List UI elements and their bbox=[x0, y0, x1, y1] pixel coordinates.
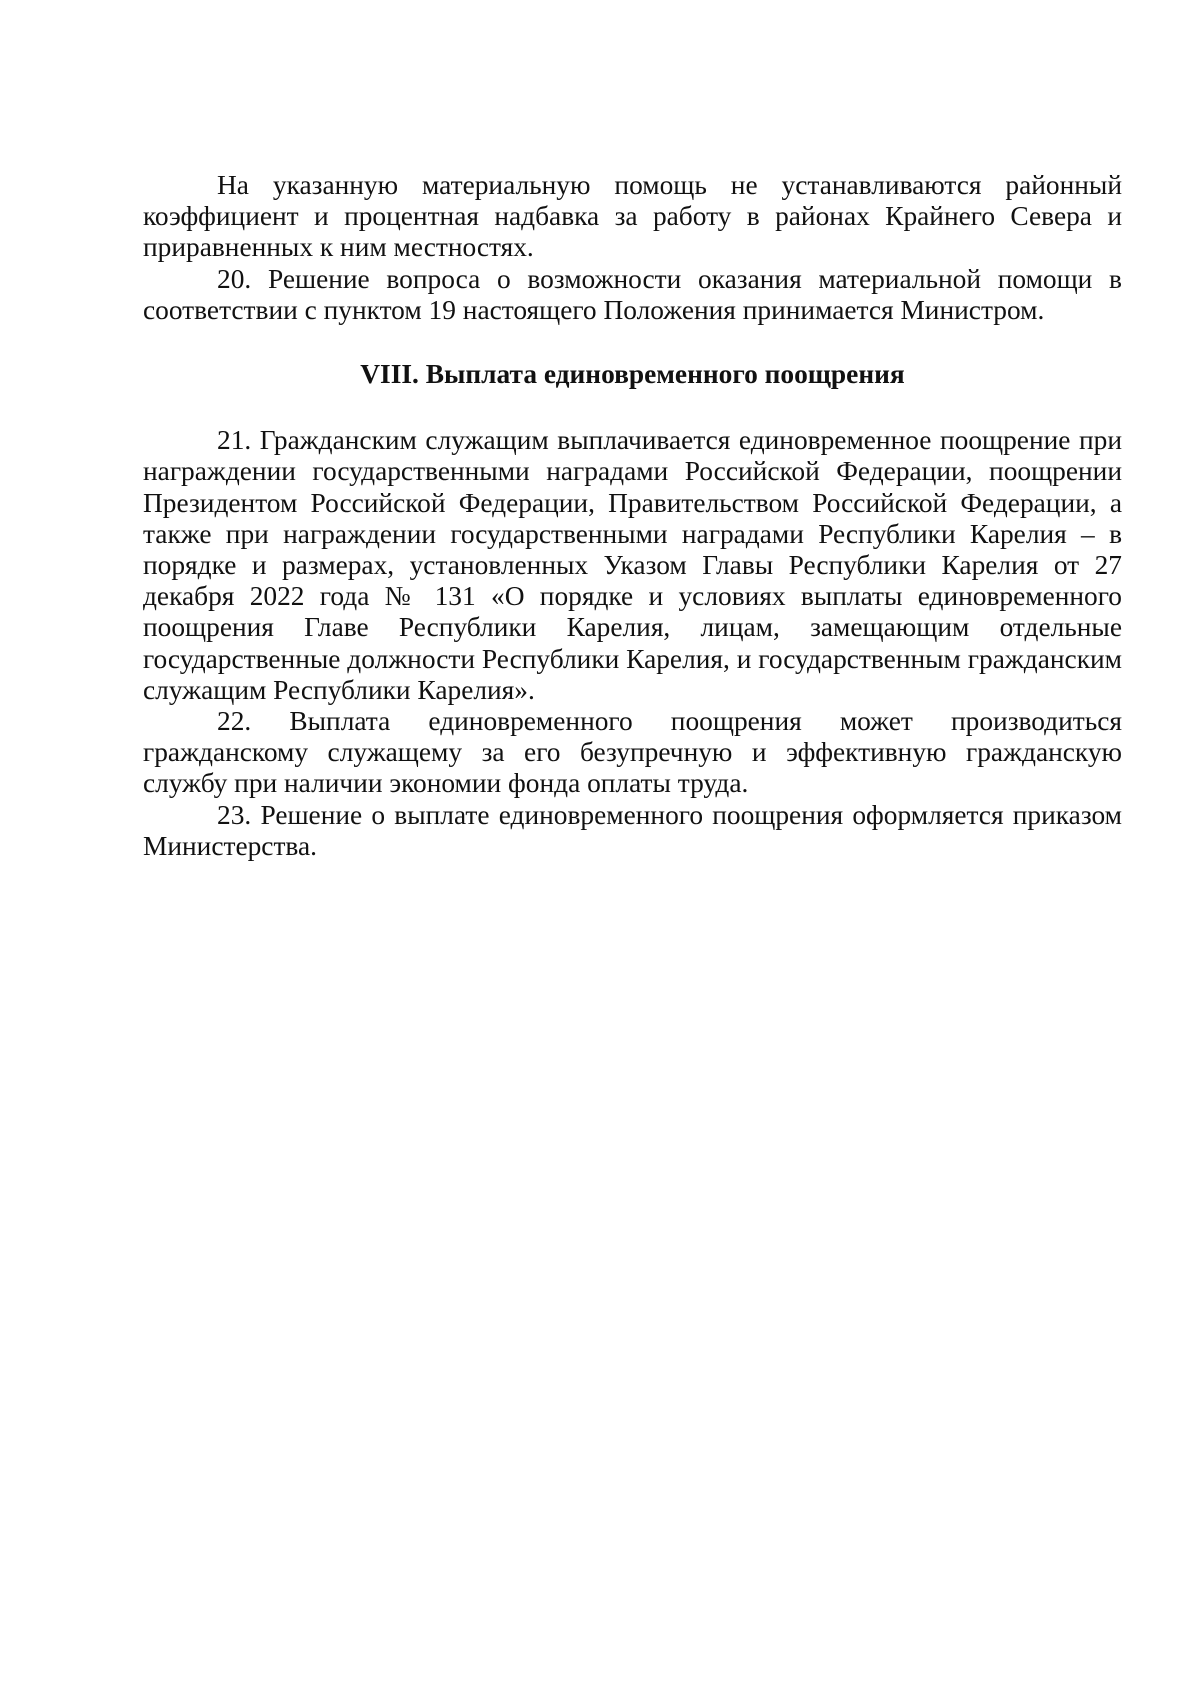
document-page bbox=[143, 170, 1122, 862]
paragraph-21: 21. Гражданским служащим выплачивается единовременное поощрение при награждении государственными наградами Российской Федерации, поощрении Президентом Российской Федерации, Правительством Российской Федерации, а также при награждении государственными наградами Республики Карелия – в порядке и размерах, установленных Указом Главы Республики Карелия от 27 декабря 2022 года № 131 «О порядке и условиях выплаты единовременного поощрения Главе Республики Карелия, лицам, замещающим отдельные государственные должности Республики Карелия, и государственным гражданским служащим Республики Карелия». bbox=[143, 425, 1122, 705]
paragraph-23: 23. Решение о выплате единовременного поощрения оформляется приказом Министерства. bbox=[143, 799, 1122, 861]
paragraph-material-aid-note: На указанную материальную помощь не устанавливаются районный коэффициент и процентная надбавка за работу в районах Крайнего Севера и приравненных к ним местностях. bbox=[143, 170, 1122, 263]
paragraph-22: 22. Выплата единовременного поощрения может производиться гражданскому служащему за его безупречную и эффективную гражданскую службу при наличии экономии фонда оплаты труда. bbox=[143, 706, 1122, 799]
section-heading: VIII. Выплата единовременного поощрения bbox=[360, 359, 905, 390]
paragraph-20: 20. Решение вопроса о возможности оказания материальной помощи в соответствии с пунктом 19 настоящего Положения принимается Министром. bbox=[143, 263, 1122, 325]
